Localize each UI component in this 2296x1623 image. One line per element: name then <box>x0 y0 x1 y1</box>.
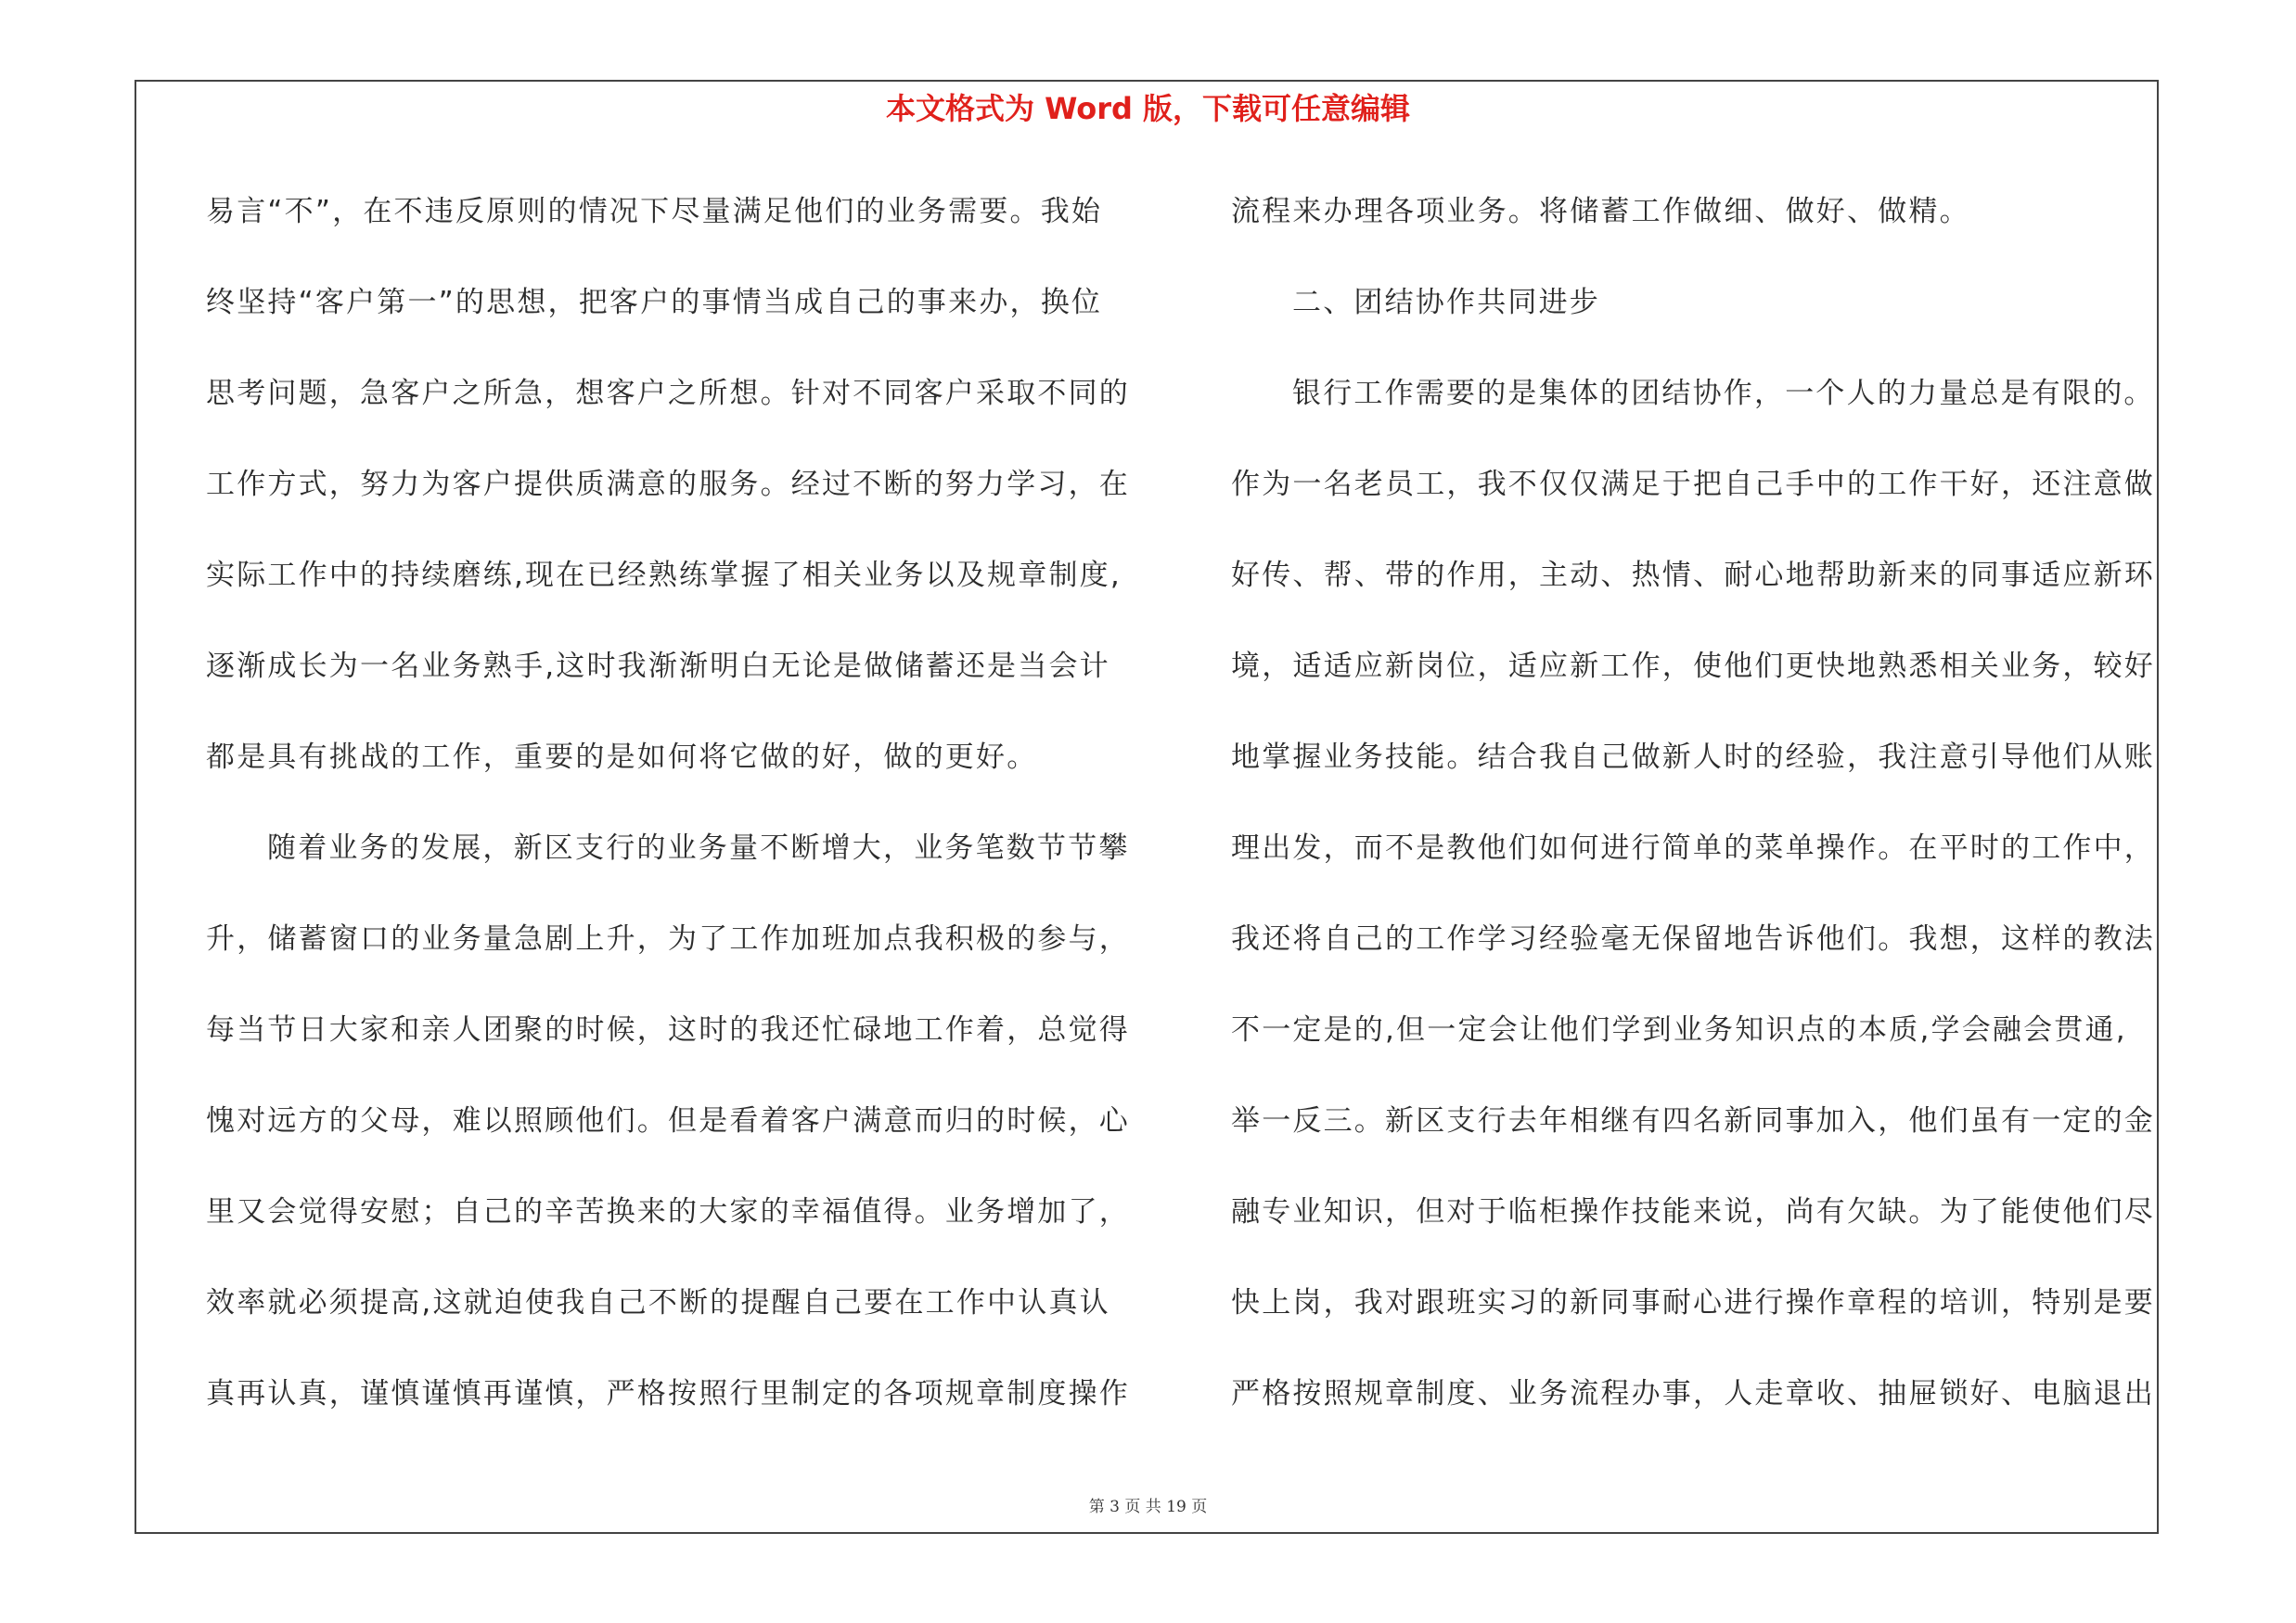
text-line: 真再认真，谨慎谨慎再谨慎，严格按照行里制定的各项规章制度操作 <box>206 1377 1130 1410</box>
text-line: 升，储蓄窗口的业务量急剧上升，为了工作加班加点我积极的参与， <box>206 922 1130 956</box>
text-line: 愧对远方的父母，难以照顾他们。但是看着客户满意而归的时候，心 <box>206 1104 1130 1138</box>
right-text-column <box>1231 184 2159 1457</box>
text-line: 好传、帮、带的作用，主动、热情、耐心地帮助新来的同事适应新环 <box>1231 559 2155 592</box>
text-line: 效率就必须提高,这就迫使我自己不断的提醒自己要在工作中认真认 <box>206 1286 1110 1320</box>
text-line: 易言“不”，在不违反原则的情况下尽量满足他们的业务需要。我始 <box>206 195 1103 228</box>
text-line: 严格按照规章制度、业务流程办事，人走章收、抽屉锁好、电脑退出 <box>1231 1377 2155 1410</box>
paragraph-first-line: 银行工作需要的是集体的团结协作，一个人的力量总是有限的。 <box>1292 377 2155 410</box>
text-line: 思考问题，急客户之所急，想客户之所想。针对不同客户采取不同的 <box>206 377 1130 410</box>
text-line: 我还将自己的工作学习经验毫无保留地告诉他们。我想，这样的教法 <box>1231 922 2155 956</box>
text-line: 逐渐成长为一名业务熟手,这时我渐渐明白无论是做储蓄还是当会计 <box>206 650 1110 683</box>
text-line: 境，适适应新岗位，适应新工作，使他们更快地熟悉相关业务，较好 <box>1231 650 2155 683</box>
text-line: 理出发，而不是教他们如何进行简单的菜单操作。在平时的工作中， <box>1231 831 2155 865</box>
text-line: 工作方式，努力为客户提供质满意的服务。经过不断的努力学习，在 <box>206 468 1130 501</box>
text-line: 作为一名老员工，我不仅仅满足于把自己手中的工作干好，还注意做 <box>1231 468 2155 501</box>
paragraph-first-line: 随着业务的发展，新区支行的业务量不断增大，业务笔数节节攀 <box>267 831 1130 865</box>
word-format-banner: 本文格式为 Word 版，下载可任意编辑 <box>885 91 1411 126</box>
text-line: 不一定是的,但一定会让他们学到业务知识点的本质,学会融会贯通, <box>1231 1013 2127 1047</box>
page-number-footer: 第 3 页 共 19 页 <box>1088 1498 1208 1516</box>
text-line: 里又会觉得安慰；自己的辛苦换来的大家的幸福值得。业务增加了， <box>206 1195 1130 1229</box>
text-line: 融专业知识，但对于临柜操作技能来说，尚有欠缺。为了能使他们尽 <box>1231 1195 2155 1229</box>
text-line: 终坚持“客户第一”的思想，把客户的事情当成自己的事来办，换位 <box>206 286 1103 319</box>
left-text-column <box>206 184 1134 1457</box>
text-line: 地掌握业务技能。结合我自己做新人时的经验，我注意引导他们从账 <box>1231 741 2155 774</box>
text-line: 流程来办理各项业务。将储蓄工作做细、做好、做精。 <box>1231 195 1970 228</box>
text-line: 举一反三。新区支行去年相继有四名新同事加入，他们虽有一定的金 <box>1231 1104 2155 1138</box>
section-heading: 二、团结协作共同进步 <box>1292 286 1600 319</box>
text-line: 每当节日大家和亲人团聚的时候，这时的我还忙碌地工作着，总觉得 <box>206 1013 1130 1047</box>
text-line: 快上岗，我对跟班实习的新同事耐心进行操作章程的培训，特别是要 <box>1231 1286 2155 1320</box>
text-line: 实际工作中的持续磨练,现在已经熟练掌握了相关业务以及规章制度, <box>206 559 1122 592</box>
text-line: 都是具有挑战的工作，重要的是如何将它做的好，做的更好。 <box>206 741 1038 774</box>
